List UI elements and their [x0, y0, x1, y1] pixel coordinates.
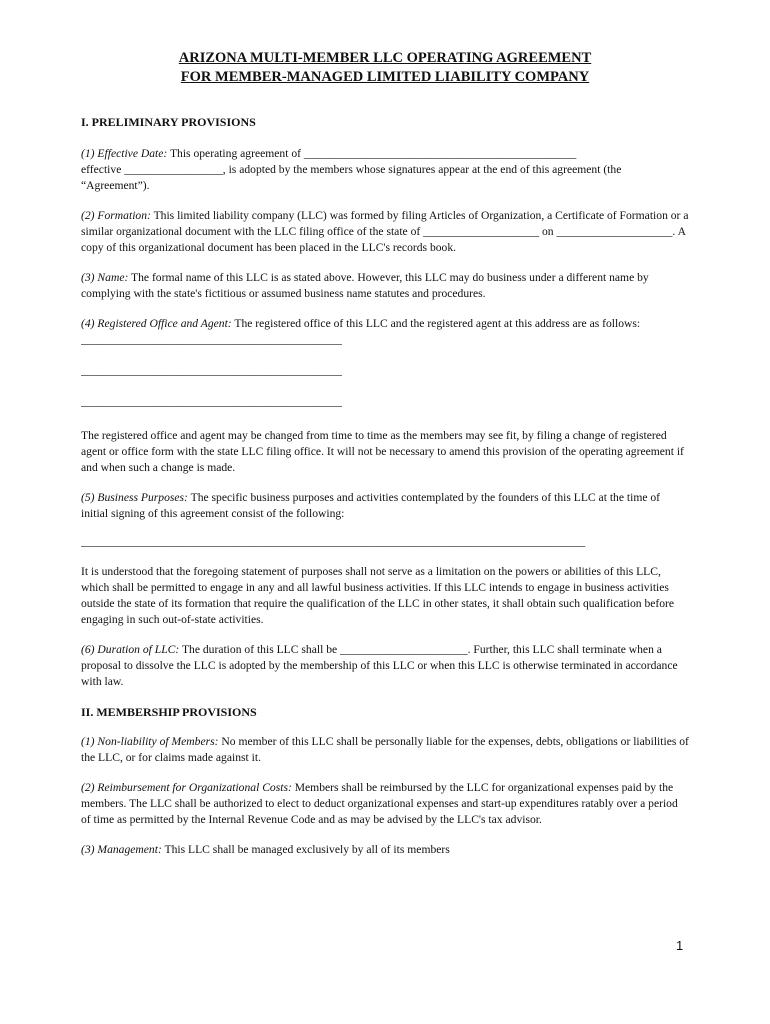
- blank-field: ____________________: [423, 225, 540, 238]
- blank-line: _____________________________________________: [81, 395, 342, 408]
- paragraph-effective-date: (1) Effective Date: This operating agreement of _______________________________________________ effective _________________, is adopted by the members whose signatures appear at the end of this agreement (the “Agreement”).: [81, 147, 622, 192]
- clause-label: (3) Management:: [81, 843, 162, 856]
- title-line-1: ARIZONA MULTI-MEMBER LLC OPERATING AGREEMENT: [178, 50, 592, 66]
- paragraph-non-liability: (1) Non-liability of Members: No member of this LLC shall be personally liable for the expenses, debts, obligations or liabilities of the LLC, or for claims made against it.: [81, 735, 689, 764]
- clause-label: (6) Duration of LLC:: [81, 643, 180, 656]
- clause-label: (2) Reimbursement for Organizational Costs:: [81, 781, 292, 794]
- clause-label: (5) Business Purposes:: [81, 491, 188, 504]
- blank-field: _________________: [124, 163, 223, 176]
- paragraph-office-change: The registered office and agent may be changed from time to time as the members may see fit, by filing a change of registered agent or office form with the state LLC filing office. It will not be necessary to amend this provision of the operating agreement if and when such a change is made.: [81, 429, 684, 474]
- document-title: [81, 49, 689, 87]
- paragraph-duration: (6) Duration of LLC: The duration of this LLC shall be ______________________. Further, this LLC shall terminate when a proposal to dissolve the LLC is adopted by the membership of this LLC or when this LLC is otherwise terminated in accordance with law.: [81, 643, 678, 688]
- title-line-2: FOR MEMBER-MANAGED LIMITED LIABILITY COMPANY: [180, 69, 590, 85]
- blank-line: _____________________________________________: [81, 333, 342, 346]
- paragraph-reimbursement: (2) Reimbursement for Organizational Costs: Members shall be reimbursed by the LLC for organizational expenses paid by the members. The LLC shall be authorized to elect to deduct organizational expenses and start-up expenditures ratably over a period of time as permitted by the Internal Revenue Code and as may be advised by the LLC's tax advisor.: [81, 781, 678, 826]
- paragraph-formation: (2) Formation: This limited liability company (LLC) was formed by filing Articles of Organization, a Certificate of Formation or a similar organizational document with the LLC filing office of the state of ____________________ on ____________________. A copy of this organizational document has been placed in the LLC's records book.: [81, 209, 689, 254]
- paragraph-registered-office: (4) Registered Office and Agent: The registered office of this LLC and the registered agent at this address are as follows:: [81, 317, 641, 330]
- blank-field: ______________________: [340, 643, 468, 656]
- blank-field: ____________________: [556, 225, 673, 238]
- blank-line: _______________________________________________________________________________________: [81, 535, 586, 548]
- section-heading-membership: II. MEMBERSHIP PROVISIONS: [81, 705, 257, 719]
- blank-field: _______________________________________________: [303, 147, 577, 160]
- document-page: [81, 49, 689, 858]
- clause-label: (2) Formation:: [81, 209, 151, 222]
- clause-label: (1) Non-liability of Members:: [81, 735, 219, 748]
- clause-label: (1) Effective Date:: [81, 147, 168, 160]
- clause-label: (3) Name:: [81, 271, 129, 284]
- section-heading-preliminary: I. PRELIMINARY PROVISIONS: [81, 115, 256, 129]
- page-number: 1: [676, 938, 684, 953]
- paragraph-business-purposes: (5) Business Purposes: The specific business purposes and activities contemplated by the founders of this LLC at the time of initial signing of this agreement consist of the following:: [81, 491, 661, 520]
- paragraph-purpose-limitation: It is understood that the foregoing statement of purposes shall not serve as a limitation on the powers or abilities of this LLC, which shall be permitted to engage in any and all lawful business activities. If this LLC intends to engage in business activities outside the state of its formation that require the qualification of the LLC in other states, it shall obtain such qualification before engaging in such out-of-state activities.: [81, 565, 675, 626]
- paragraph-name: (3) Name: The formal name of this LLC is as stated above. However, this LLC may do business under a different name by complying with the state's fictitious or assumed business name statutes and procedures.: [81, 271, 649, 300]
- paragraph-management: (3) Management: This LLC shall be managed exclusively by all of its members: [81, 843, 450, 856]
- clause-label: (4) Registered Office and Agent:: [81, 317, 232, 330]
- blank-line: _____________________________________________: [81, 364, 342, 377]
